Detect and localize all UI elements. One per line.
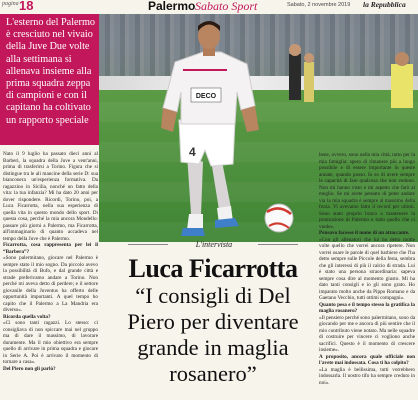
article-title: Luca Ficarrotta: [128, 254, 298, 283]
intro-text: L'esterno del Palermo è cresciuto nel vivaio della Juve Due volte alla settimana si allenava insieme alla prima squadra zeppa di campioni e con il capitano ha coltivato un rapporto speciale: [6, 17, 95, 126]
section-subtitle: Sabato Sport: [195, 0, 258, 13]
paragraph: «Con gli allenatori che lui ho detto molte volte quello che vorrei ancora ripetere. Non vorrei usare le parole di quel barbiere che l'ha detto sempre sulle Piccole della festa, sembra che gli interessi di più il calcio di strada. Lui è stato una persona straordinaria: sapeva sempre cosa dire al momento giusto. Mi ha dato tanti consigli e io gli sono grato. Ho imparato molto anche da Pippo Romano e da Gaetano Vecchio, tutti ottimi compagni».: [319, 236, 415, 301]
intro-box: [0, 14, 99, 145]
body-column-left: [3, 151, 98, 400]
jersey-number: 4: [189, 145, 196, 159]
issue-date: Sabato, 2 novembre 2019: [287, 2, 351, 8]
paragraph: bene, ovvero, sono nella mia città, tutto per la mia famiglia: spero di rimanere più a lungo possibile e di essere importante in queste annate, quando posso. Io so di avere sempre le capacità di fare qualcosa che non vedono. Non mi hanno visto e mi aspetto che farò al meglio. Se mi avete pensato di poter andare via la mia squadra è sempre al massimo della forza. Vi avevamo fatto il record per ultimi. Sono stato proprio bravo a mantenere la promozione di Palermo e tutto quello che ci vuole».: [319, 152, 415, 230]
question: Del Piero non gli parlò?: [3, 365, 56, 372]
question: Pensavo facesse il nome di un attaccante.: [319, 230, 410, 236]
section-title: Palermo: [148, 0, 196, 13]
paragraph: «Sono palermitano, giocare nel Palermo è sempre stato il mio sogno. Da piccolo avevo la possibilità di Bufo, e dal grande città e strade preferivamo andare a Torino. Non perché mi aveva detto di perdere; e il settore giovanile della Juventus ha offerto delle opportunità importanti. A quel tempo ho capito che il Palermo a La Mandria era diverso».: [3, 255, 98, 313]
paragraph: «La maglia è bellissima, tutti vorrebbero indossarla. Il nostro tifo ha sempre creduto in noi».: [319, 366, 415, 386]
tag-rule-right: [258, 244, 298, 245]
page-number: 18: [19, 0, 34, 13]
interview-tag: L'intervista: [195, 240, 233, 249]
pagina-label: pagina: [2, 1, 19, 7]
paragraph: «Il pensiero perché sono palermitano, sono da giocando per me e ancora di più sentire che il mio contributo viene notato. Ma nelle squadre di costruire per vincere ci vogliono anche sacrifici. Questo è il momento di crescere insieme».: [319, 314, 415, 353]
jersey-sponsor: DECO: [195, 93, 217, 100]
question: Quanto pesa e il tempo stesso la gratifica la maglia rosanero?: [319, 301, 415, 314]
bystander-figures: [289, 44, 413, 108]
question: A proposito, ancora quale ufficiale non l'avete mai indossata. Cosa ti ha colpito?: [319, 353, 415, 366]
paragraph: «Ci sono tanti ragazzi. Lo stesso: ci consigliava di non spiccare mai nel gruppo ma di dare il massimo, di lavorare duramente. Ma il mio obiettivo era sempre quello di arrivare in prima squadra e giocare in Serie A. Poi è arrivato il momento di tornare a casa».: [3, 320, 98, 365]
page-header: [0, 0, 418, 15]
body-column-right: [319, 152, 415, 400]
tag-rule-left: [128, 244, 168, 245]
question: Ficarrotta, cosa rappresenta per lei il “Barbera”?: [3, 242, 98, 255]
question: Ricorda quella volta?: [3, 313, 51, 320]
paragraph: Nato il 9 luglio ha passato dieci anni al Barberì, la squadra della Juve a vent'anni, prima di trasferirsi a Torino. Figura che si distingue tra le ali mancine della serie D: sua bianconera un'esperienza formativa. Da ragazzino in Sicilia, nonché un fatto della vita: la tua infanzia? Mi ha dato 20 anni per dover rispondere. Ricordi, Torino, poi, a Luca Ficarrotta, nella sua esperienza di quella vita in questo mondo dello sport. Di questa cosa, perché la mia ancora Mondello: passare più giorni a Palermo, ma Ficarrotta, all'immaginario di quanto accadeva nel tempo della Juve che è Palermo.: [3, 151, 98, 242]
headline-quote: “I consigli di Del Piero per diventare grande in maglia rosanero”: [127, 283, 299, 386]
newspaper-name: la Repubblica: [363, 0, 406, 9]
